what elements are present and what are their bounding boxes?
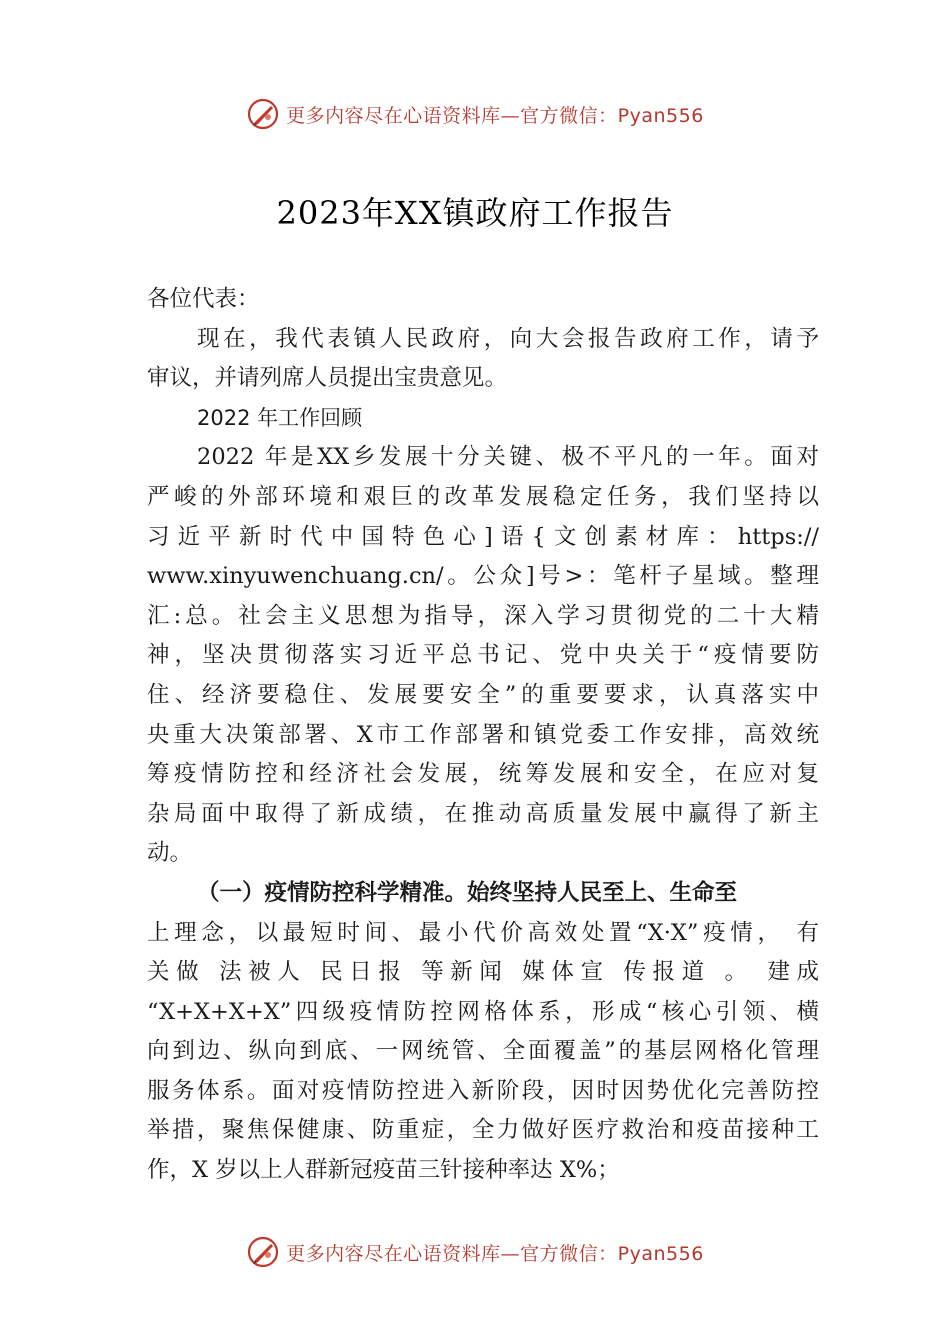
watermark-text: 更多内容尽在心语资料库—官方微信：Pyan556 bbox=[286, 104, 704, 127]
document-title: 2023年XX镇政府工作报告 bbox=[276, 194, 674, 232]
paragraph-line: 2022 年是XX乡发展十分关键、极不平凡的一年。面对 bbox=[197, 444, 819, 471]
paragraph-line: 严峻的外部环境和艰巨的改革发展稳定任务，我们坚持以 bbox=[147, 483, 819, 510]
paragraph-line: 神，坚决贯彻落实习近平总书记、党中央关于“疫情要防 bbox=[147, 642, 819, 669]
watermark-banner-top bbox=[0, 94, 950, 134]
paragraph-line: www.xinyuwenchuang.cn/。公众]号>：笔杆子星域。整理 bbox=[147, 563, 819, 590]
section-heading: 2022 年工作回顾 bbox=[197, 405, 363, 430]
paragraph-line: 服务体系。面对疫情防控进入新阶段，因时因势优化完善防控 bbox=[147, 1077, 819, 1104]
document-body bbox=[147, 280, 819, 1191]
watermark-text: 更多内容尽在心语资料库—官方微信：Pyan556 bbox=[286, 1242, 704, 1265]
paragraph-line: “X+X+X+X”四级疫情防控网格体系，形成“核心引领、横 bbox=[147, 998, 819, 1025]
watermark-banner-bottom bbox=[0, 1232, 950, 1272]
paragraph-line: 汇:总。社会主义思想为指导，深入学习贯彻党的二十大精 bbox=[147, 602, 819, 629]
paragraph-line: 杂局面中取得了新成绩，在推动高质量发展中赢得了新主 bbox=[147, 800, 819, 827]
paragraph-line: 审议，并请列席人员提出宝贵意见。 bbox=[147, 365, 508, 392]
paragraph-line: 作，X 岁以上人群新冠疫苗三针接种率达 X%； bbox=[147, 1157, 620, 1184]
paragraph-line: 习近平新时代中国特色心]语{文创素材库：https:// bbox=[147, 523, 819, 550]
paragraph-line: 举措，聚焦保健康、防重症，全力做好医疗救治和疫苗接种工 bbox=[147, 1117, 819, 1144]
quill-logo-icon bbox=[246, 1235, 280, 1269]
paragraph-line: 筹疫情防控和经济社会发展，统筹发展和安全，在应对复 bbox=[147, 761, 819, 788]
subsection-line: （一）疫情防控科学精准。始终坚持人民至上、生命至 bbox=[197, 879, 738, 906]
quill-logo-icon bbox=[246, 97, 280, 131]
salutation: 各位代表： bbox=[147, 286, 260, 312]
paragraph-line: 现在，我代表镇人民政府，向大会报告政府工作，请予 bbox=[197, 325, 819, 352]
paragraph-line: 住、经济要稳住、发展要安全”的重要要求，认真落实中 bbox=[147, 681, 819, 708]
paragraph-line: 向到边、纵向到底、一网统管、全面覆盖”的基层网格化管理 bbox=[147, 1038, 819, 1065]
paragraph-line: 动。 bbox=[147, 840, 193, 867]
paragraph-line: 央重大决策部署、X市工作部署和镇党委工作安排，高效统 bbox=[147, 721, 819, 748]
paragraph-line: 上理念，以最短时间、最小代价高效处置“X·X”疫情， 有 bbox=[147, 919, 819, 946]
paragraph-line: 关做 法被人 民日报 等新闻 媒体宣 传报道 。 建成 bbox=[147, 959, 819, 986]
